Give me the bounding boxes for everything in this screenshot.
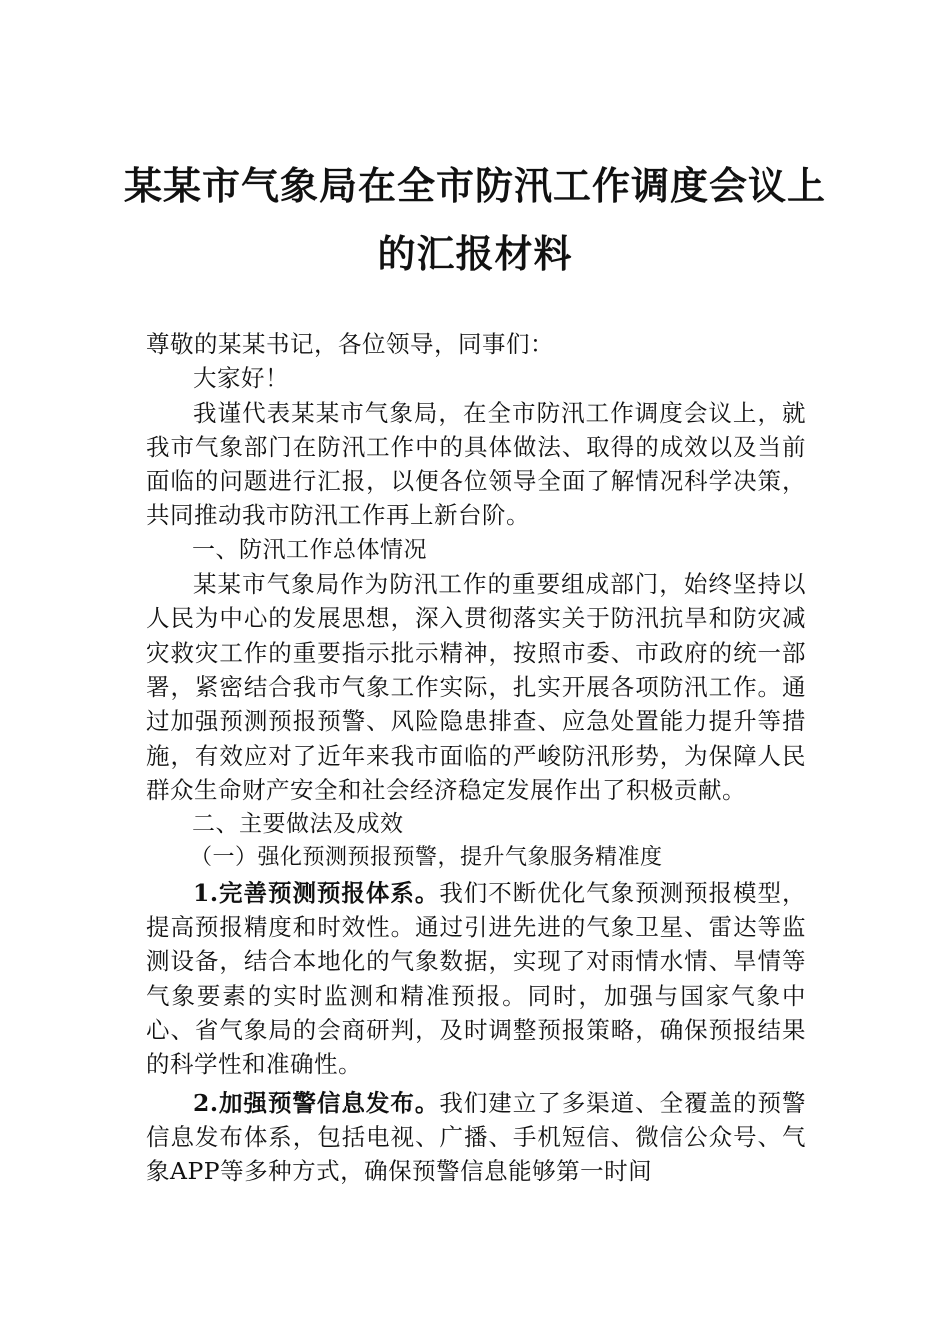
- document-title-line-1: 某某市气象局在全市防汛工作调度会议上: [123, 163, 826, 208]
- item-2-lead: 2.加强预警信息发布。: [193, 1088, 440, 1117]
- item-1-paragraph: [146, 876, 806, 1082]
- section-1-heading: 一、防汛工作总体情况: [192, 536, 427, 563]
- item-2-text: 我们建立了多渠道、全覆盖的预警信息发布体系，包括电视、广播、手机短信、微信公众号、气象APP等多种方式，确保预警信息能够第一时间: [146, 1088, 806, 1186]
- item-1-lead: 1.完善预测预报体系。: [193, 878, 440, 907]
- subsection-1-heading: （一）强化预测预报预警，提升气象服务精准度: [190, 845, 663, 871]
- section-2-heading: 二、主要做法及成效: [192, 811, 404, 838]
- greeting: 大家好！: [193, 364, 289, 393]
- document-title-line-2: 的汇报材料: [377, 231, 573, 276]
- salutation: 尊敬的某某书记，各位领导，同事们：: [146, 330, 554, 358]
- intro-paragraph: 我谨代表某某市气象局，在全市防汛工作调度会议上，就我市气象部门在防汛工作中的具体做法、取得的成效以及当前面临的问题进行汇报，以便各位领导全面了解情况科学决策，共同推动我市防汛工作再上新台阶。: [146, 398, 806, 530]
- section-1-paragraph: 某某市气象局作为防汛工作的重要组成部门，始终坚持以人民为中心的发展思想，深入贯彻落实关于防汛抗旱和防灾减灾救灾工作的重要指示批示精神，按照市委、市政府的统一部署，紧密结合我市气象工作实际，扎实开展各项防汛工作。通过加强预测预报预警、风险隐患排查、应急处置能力提升等措施，有效应对了近年来我市面临的严峻防汛形势，为保障人民群众生命财产安全和社会经济稳定发展作出了积极贡献。: [146, 570, 806, 804]
- document-body: [146, 327, 806, 1188]
- item-2-paragraph: [146, 1086, 806, 1189]
- item-1-text: 我们不断优化气象预测预报模型，提高预报精度和时效性。通过引进先进的气象卫星、雷达等监测设备，结合本地化的气象数据，实现了对雨情水情、旱情等气象要素的实时监测和精准预报。同时，加强与国家气象中心、省气象局的会商研判，及时调整预报策略，确保预报结果的科学性和准确性。: [146, 878, 806, 1079]
